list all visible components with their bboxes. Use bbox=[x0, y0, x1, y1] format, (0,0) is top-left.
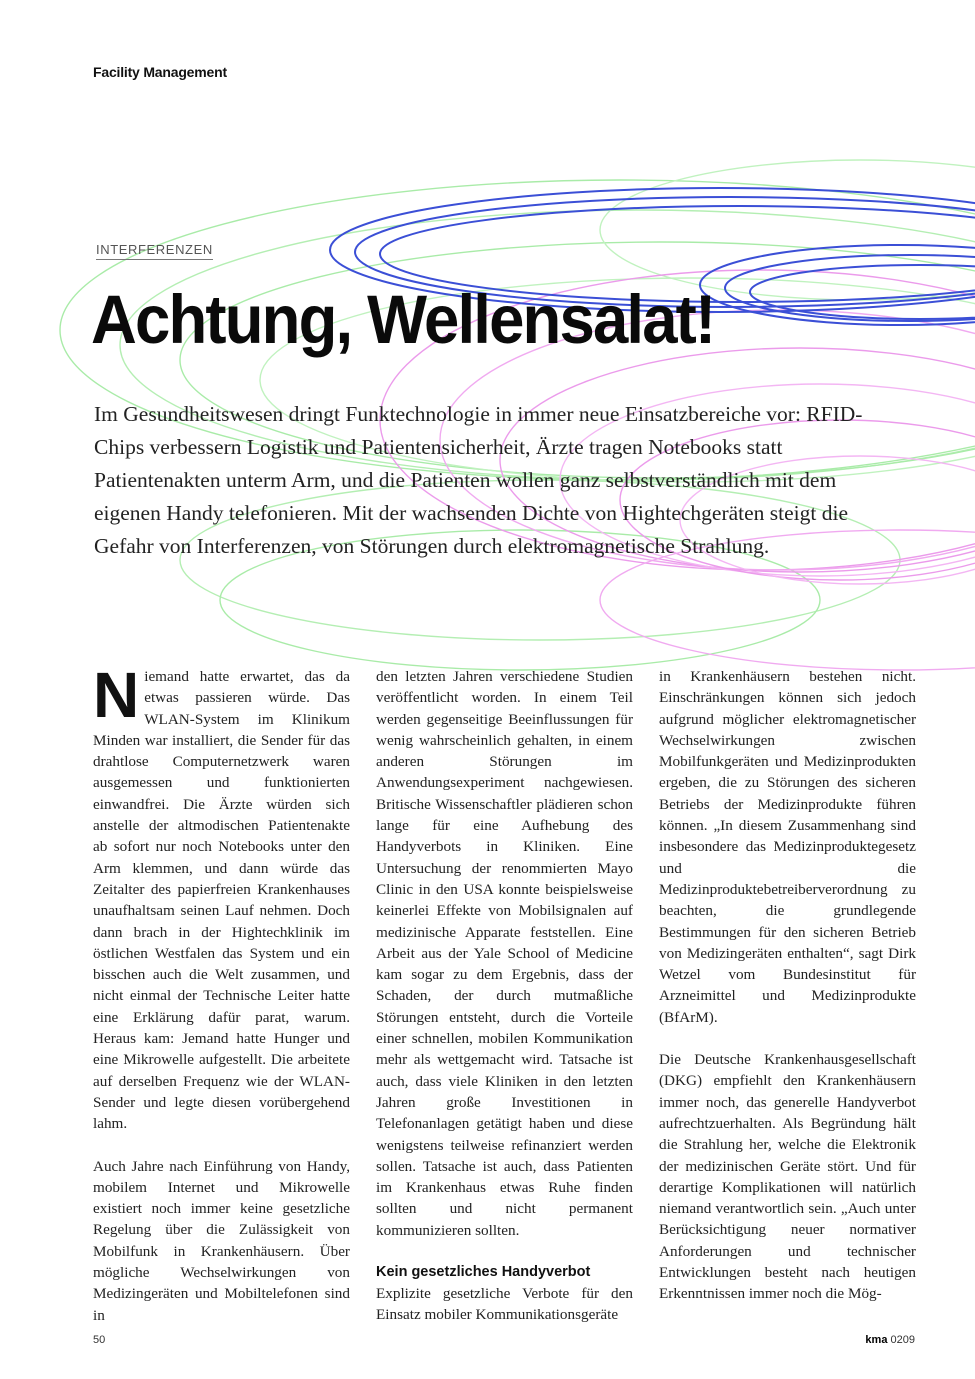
text-column-2 bbox=[376, 666, 633, 1326]
article-title: Achtung, Wellensalat! bbox=[91, 281, 715, 358]
paragraph bbox=[93, 659, 350, 1135]
issue-number: 0209 bbox=[890, 1334, 915, 1346]
paragraph: Auch Jahre nach Einführung von Handy, mobilem Internet und Mikrowelle existiert noch immer keine gesetzliche Regelung über die Zulässigkeit von Mobilfunk in Krankenhäusern. Über mögliche Wechselwirkungen von Medizingeräten und Mobiltelefonen sind in bbox=[93, 1157, 350, 1324]
text-column-1 bbox=[93, 659, 350, 1326]
magazine-brand: kma bbox=[865, 1334, 888, 1346]
paragraph: Explizite gesetzliche Verbote für den Einsatz mobiler Kommunikationsgeräte bbox=[376, 1285, 633, 1324]
magazine-issue bbox=[865, 1334, 915, 1346]
article-lead: Im Gesundheitswesen dringt Funktechnologie in immer neue Einsatzbereiche vor: RFID-Chips verbessern Logistik und Patientensicherheit, Ärzte tragen Notebooks statt Patientenakten unterm Arm, und die Patienten wollen ganz selbstverständlich mit dem eigenen Handy telefonieren. Mit der wachsenden Dichte von Hightechgeräten steigt die Gefahr von Interferenzen, von Störungen durch elektromagnetische Strahlung. bbox=[94, 402, 863, 558]
paragraph-text: iemand hatte erwartet, das da etwas passieren würde. Das WLAN-System im Klinikum Minden war installiert, die Sender für das drahtlose Computernetzwerk waren ausgemessen und funktionierten einwandfrei. Die Ärzte würden sich anstelle der altmodischen Patientenakte ab sofort nur noch Notebooks unter den Arm klemmen, und dann würde das Zeitalter des papierfreien Krankenhauses unaufhaltsam seinen Lauf nehmen. Doch dann brach in der Hightechklinik im östlichen Westfalen das System und ein bisschen auch die Welt zusammen, und nicht einmal der Technische Leiter hatte eine Erklärung dafür parat, warum. Heraus kam: Jemand hatte Hunger und eine Mikrowelle aufgestellt. Die arbeitete auf derselben Frequenz wie der WLAN-Sender und legte diesen vorübergehend lahm. bbox=[93, 668, 350, 1133]
drop-cap: N bbox=[93, 659, 140, 731]
paragraph: in Krankenhäusern bestehen nicht. Einschränkungen können sich jedoch aufgrund möglicher elektromagnetischer Wechselwirkungen zwischen Mobilfunkgeräten und Medizinprodukten ergeben, die zu Störungen des sicheren Betriebs der Medizinprodukte führen können. „In diesem Zusammenhang sind insbesondere das Medizinproduktegesetz und die Medizinproduktebetreiberverordnung zu beachten, die grundlegende Bestimmungen für den sicheren Betrieb von Medizingeräten enthalten“, sagt Dirk Wetzel vom Bundesinstitut für Arzneimittel und Medizinprodukte (BfArM). bbox=[659, 668, 916, 1026]
subheading: Kein gesetzliches Handyverbot bbox=[376, 1264, 591, 1281]
page-number: 50 bbox=[93, 1334, 106, 1346]
paragraph: Die Deutsche Krankenhausgesellschaft (DKG) empfiehlt den Krankenhäusern immer noch, das generelle Handyverbot aufrechtzuerhalten. Als Begründung hält die Strahlung her, welche die Elektronik der medizinischen Geräte stört. Und für derartige Komplikationen will natürlich niemand verantwortlich sein. „Auch unter Berücksichtigung neuer normativer Anforderungen und technischer Entwicklungen besteht nach heutigen Erkenntnissen immer noch die Mög- bbox=[659, 1051, 916, 1303]
paragraph: den letzten Jahren verschiedene Studien veröffentlicht worden. In einem Teil werden gegenseitige Beeinflussungen für wenig wahrscheinlich gehalten, in einem anderen Störungen im Anwendungsexperiment nachgewiesen. Britische Wissenschaftler plädieren schon lange für eine Aufhebung des Handyverbots in Kliniken. Eine Untersuchung der renommierten Mayo Clinic in den USA konnte beispielsweise keinerlei Effekte von Mobilsignalen auf medizinische Apparate feststellen. Eine Arbeit aus der Yale School of Medicine kam sogar zu dem Ergebnis, dass der Schaden, der durch mutmaßliche Störungen entsteht, durch die Vorteile einer schnellen, mobilen Kommunikation mehr als wettgemacht wird. Tatsache ist auch, dass viele Kliniken in den letzten Jahren große Investitionen in Telefonanlagen getätigt haben und diese wenigstens teilweise refinanziert werden sollen. Tatsache ist auch, dass Patienten im Krankenhaus etwas Ruhe finden sollten und nicht permanent kommunizieren sollten. bbox=[376, 668, 633, 1239]
article-kicker: INTERFERENZEN bbox=[96, 242, 213, 260]
section-label: Facility Management bbox=[93, 64, 227, 80]
text-column-3 bbox=[659, 666, 916, 1305]
